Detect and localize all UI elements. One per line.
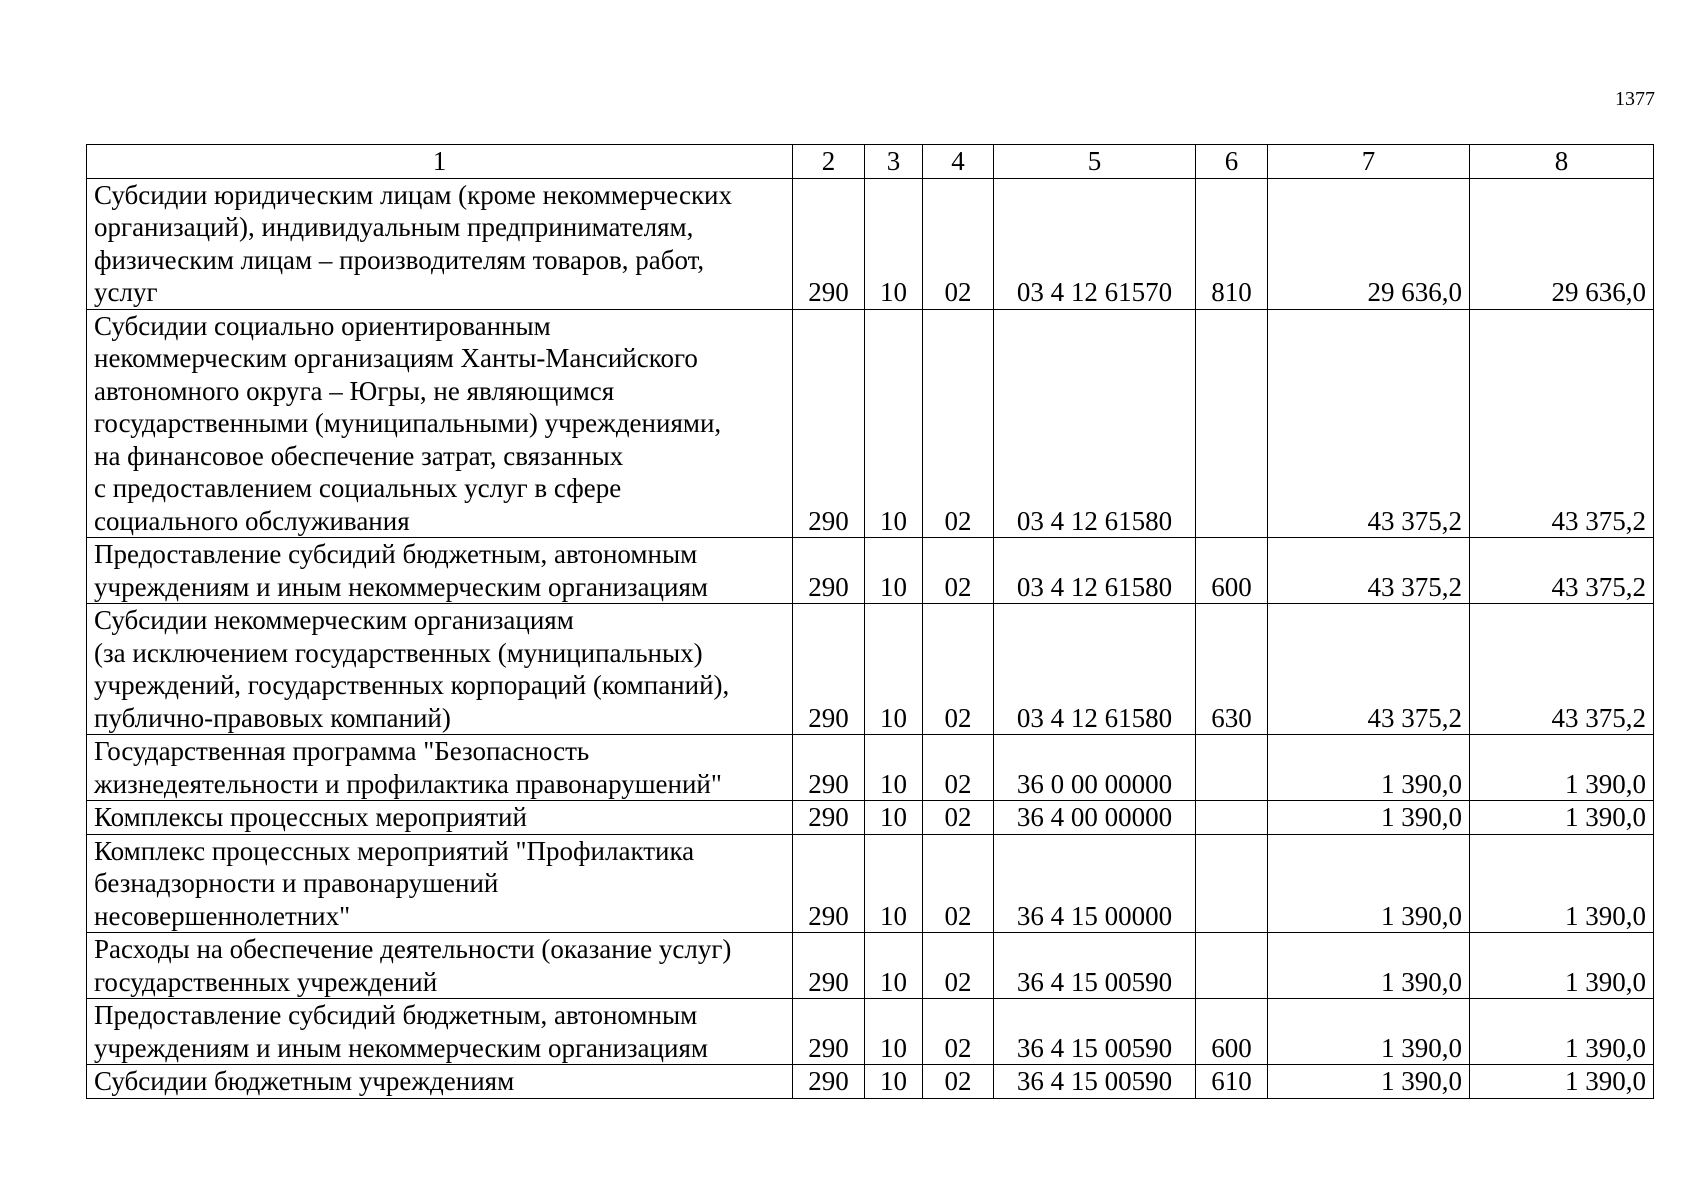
- cell-target-article: 36 4 15 00590: [994, 999, 1196, 1065]
- cell-amount-7: 1 390,0: [1268, 801, 1470, 835]
- cell-subsection: 02: [923, 834, 994, 933]
- column-header: 1: [87, 145, 793, 179]
- cell-amount-7: 29 636,0: [1268, 178, 1470, 309]
- cell-section: 10: [865, 834, 923, 933]
- cell-section: 10: [865, 1065, 923, 1099]
- column-header: 7: [1268, 145, 1470, 179]
- cell-section: 10: [865, 801, 923, 835]
- cell-subsection: 02: [923, 999, 994, 1065]
- column-header: 4: [923, 145, 994, 179]
- cell-section: 10: [865, 933, 923, 999]
- cell-amount-8: 43 375,2: [1470, 604, 1654, 735]
- header-row: [87, 145, 1654, 179]
- cell-expense-type: [1196, 834, 1268, 933]
- cell-admin-code: 290: [793, 735, 865, 801]
- cell-subsection: 02: [923, 604, 994, 735]
- cell-admin-code: 290: [793, 933, 865, 999]
- row-name: Субсидии некоммерческим организациям (за исключением государственных (муниципальных) учреждений, государственных корпораций (компаний), публично-правовых компаний): [87, 604, 793, 735]
- column-header: 8: [1470, 145, 1654, 179]
- cell-target-article: 36 4 15 00590: [994, 1065, 1196, 1099]
- cell-expense-type: [1196, 735, 1268, 801]
- cell-expense-type: [1196, 933, 1268, 999]
- cell-amount-7: 1 390,0: [1268, 834, 1470, 933]
- row-name: Комплекс процессных мероприятий "Профилактика безнадзорности и правонарушений несовершеннолетних": [87, 834, 793, 933]
- table-row: [87, 538, 1654, 604]
- row-name: Субсидии бюджетным учреждениям: [87, 1065, 793, 1099]
- cell-admin-code: 290: [793, 538, 865, 604]
- cell-amount-7: 43 375,2: [1268, 538, 1470, 604]
- cell-expense-type: 600: [1196, 538, 1268, 604]
- column-header: 5: [994, 145, 1196, 179]
- cell-target-article: 36 4 15 00000: [994, 834, 1196, 933]
- cell-section: 10: [865, 309, 923, 538]
- cell-target-article: 03 4 12 61570: [994, 178, 1196, 309]
- cell-subsection: 02: [923, 735, 994, 801]
- cell-target-article: 36 4 15 00590: [994, 933, 1196, 999]
- row-name: Расходы на обеспечение деятельности (оказание услуг) государственных учреждений: [87, 933, 793, 999]
- cell-section: 10: [865, 538, 923, 604]
- cell-amount-8: 1 390,0: [1470, 999, 1654, 1065]
- table-row: [87, 178, 1654, 309]
- cell-section: 10: [865, 735, 923, 801]
- cell-admin-code: 290: [793, 999, 865, 1065]
- cell-section: 10: [865, 999, 923, 1065]
- cell-amount-8: 43 375,2: [1470, 309, 1654, 538]
- budget-table: [86, 144, 1654, 1099]
- cell-admin-code: 290: [793, 1065, 865, 1099]
- cell-target-article: 03 4 12 61580: [994, 538, 1196, 604]
- cell-amount-7: 43 375,2: [1268, 309, 1470, 538]
- cell-target-article: 36 0 00 00000: [994, 735, 1196, 801]
- cell-target-article: 03 4 12 61580: [994, 309, 1196, 538]
- cell-subsection: 02: [923, 801, 994, 835]
- cell-amount-8: 1 390,0: [1470, 1065, 1654, 1099]
- column-header: 2: [793, 145, 865, 179]
- table-row: [87, 604, 1654, 735]
- cell-amount-7: 1 390,0: [1268, 1065, 1470, 1099]
- cell-amount-7: 1 390,0: [1268, 735, 1470, 801]
- table-row: [87, 309, 1654, 538]
- cell-subsection: 02: [923, 1065, 994, 1099]
- cell-expense-type: [1196, 801, 1268, 835]
- cell-subsection: 02: [923, 309, 994, 538]
- cell-amount-7: 43 375,2: [1268, 604, 1470, 735]
- cell-amount-7: 1 390,0: [1268, 999, 1470, 1065]
- row-name: Комплексы процессных мероприятий: [87, 801, 793, 835]
- cell-amount-8: 1 390,0: [1470, 735, 1654, 801]
- cell-section: 10: [865, 604, 923, 735]
- cell-admin-code: 290: [793, 834, 865, 933]
- cell-expense-type: 610: [1196, 1065, 1268, 1099]
- row-name: Субсидии юридическим лицам (кроме некоммерческих организаций), индивидуальным предпринимателям, физическим лицам – производителям товаров, работ, услуг: [87, 178, 793, 309]
- cell-admin-code: 290: [793, 801, 865, 835]
- cell-expense-type: 600: [1196, 999, 1268, 1065]
- table-row: [87, 1065, 1654, 1099]
- column-header: 6: [1196, 145, 1268, 179]
- cell-subsection: 02: [923, 178, 994, 309]
- cell-subsection: 02: [923, 538, 994, 604]
- cell-amount-8: 1 390,0: [1470, 834, 1654, 933]
- cell-subsection: 02: [923, 933, 994, 999]
- cell-admin-code: 290: [793, 309, 865, 538]
- cell-section: 10: [865, 178, 923, 309]
- cell-admin-code: 290: [793, 604, 865, 735]
- row-name: Предоставление субсидий бюджетным, автономным учреждениям и иным некоммерческим организациям: [87, 999, 793, 1065]
- cell-target-article: 03 4 12 61580: [994, 604, 1196, 735]
- cell-expense-type: [1196, 309, 1268, 538]
- table-row: [87, 801, 1654, 835]
- table-row: [87, 834, 1654, 933]
- cell-expense-type: 810: [1196, 178, 1268, 309]
- cell-amount-8: 43 375,2: [1470, 538, 1654, 604]
- cell-target-article: 36 4 00 00000: [994, 801, 1196, 835]
- cell-amount-8: 1 390,0: [1470, 933, 1654, 999]
- cell-amount-7: 1 390,0: [1268, 933, 1470, 999]
- table-row: [87, 933, 1654, 999]
- page-number: 1377: [1615, 88, 1655, 110]
- cell-amount-8: 29 636,0: [1470, 178, 1654, 309]
- cell-amount-8: 1 390,0: [1470, 801, 1654, 835]
- table-row: [87, 999, 1654, 1065]
- row-name: Предоставление субсидий бюджетным, автономным учреждениям и иным некоммерческим организациям: [87, 538, 793, 604]
- cell-admin-code: 290: [793, 178, 865, 309]
- cell-expense-type: 630: [1196, 604, 1268, 735]
- column-header: 3: [865, 145, 923, 179]
- row-name: Субсидии социально ориентированным некоммерческим организациям Ханты-Мансийского автономного округа – Югры, не являющимся государственными (муниципальными) учреждениями, на финансовое обеспечение затрат, связанных с предоставлением социальных услуг в сфере социального обслуживания: [87, 309, 793, 538]
- row-name: Государственная программа "Безопасность жизнедеятельности и профилактика правонарушений": [87, 735, 793, 801]
- table-row: [87, 735, 1654, 801]
